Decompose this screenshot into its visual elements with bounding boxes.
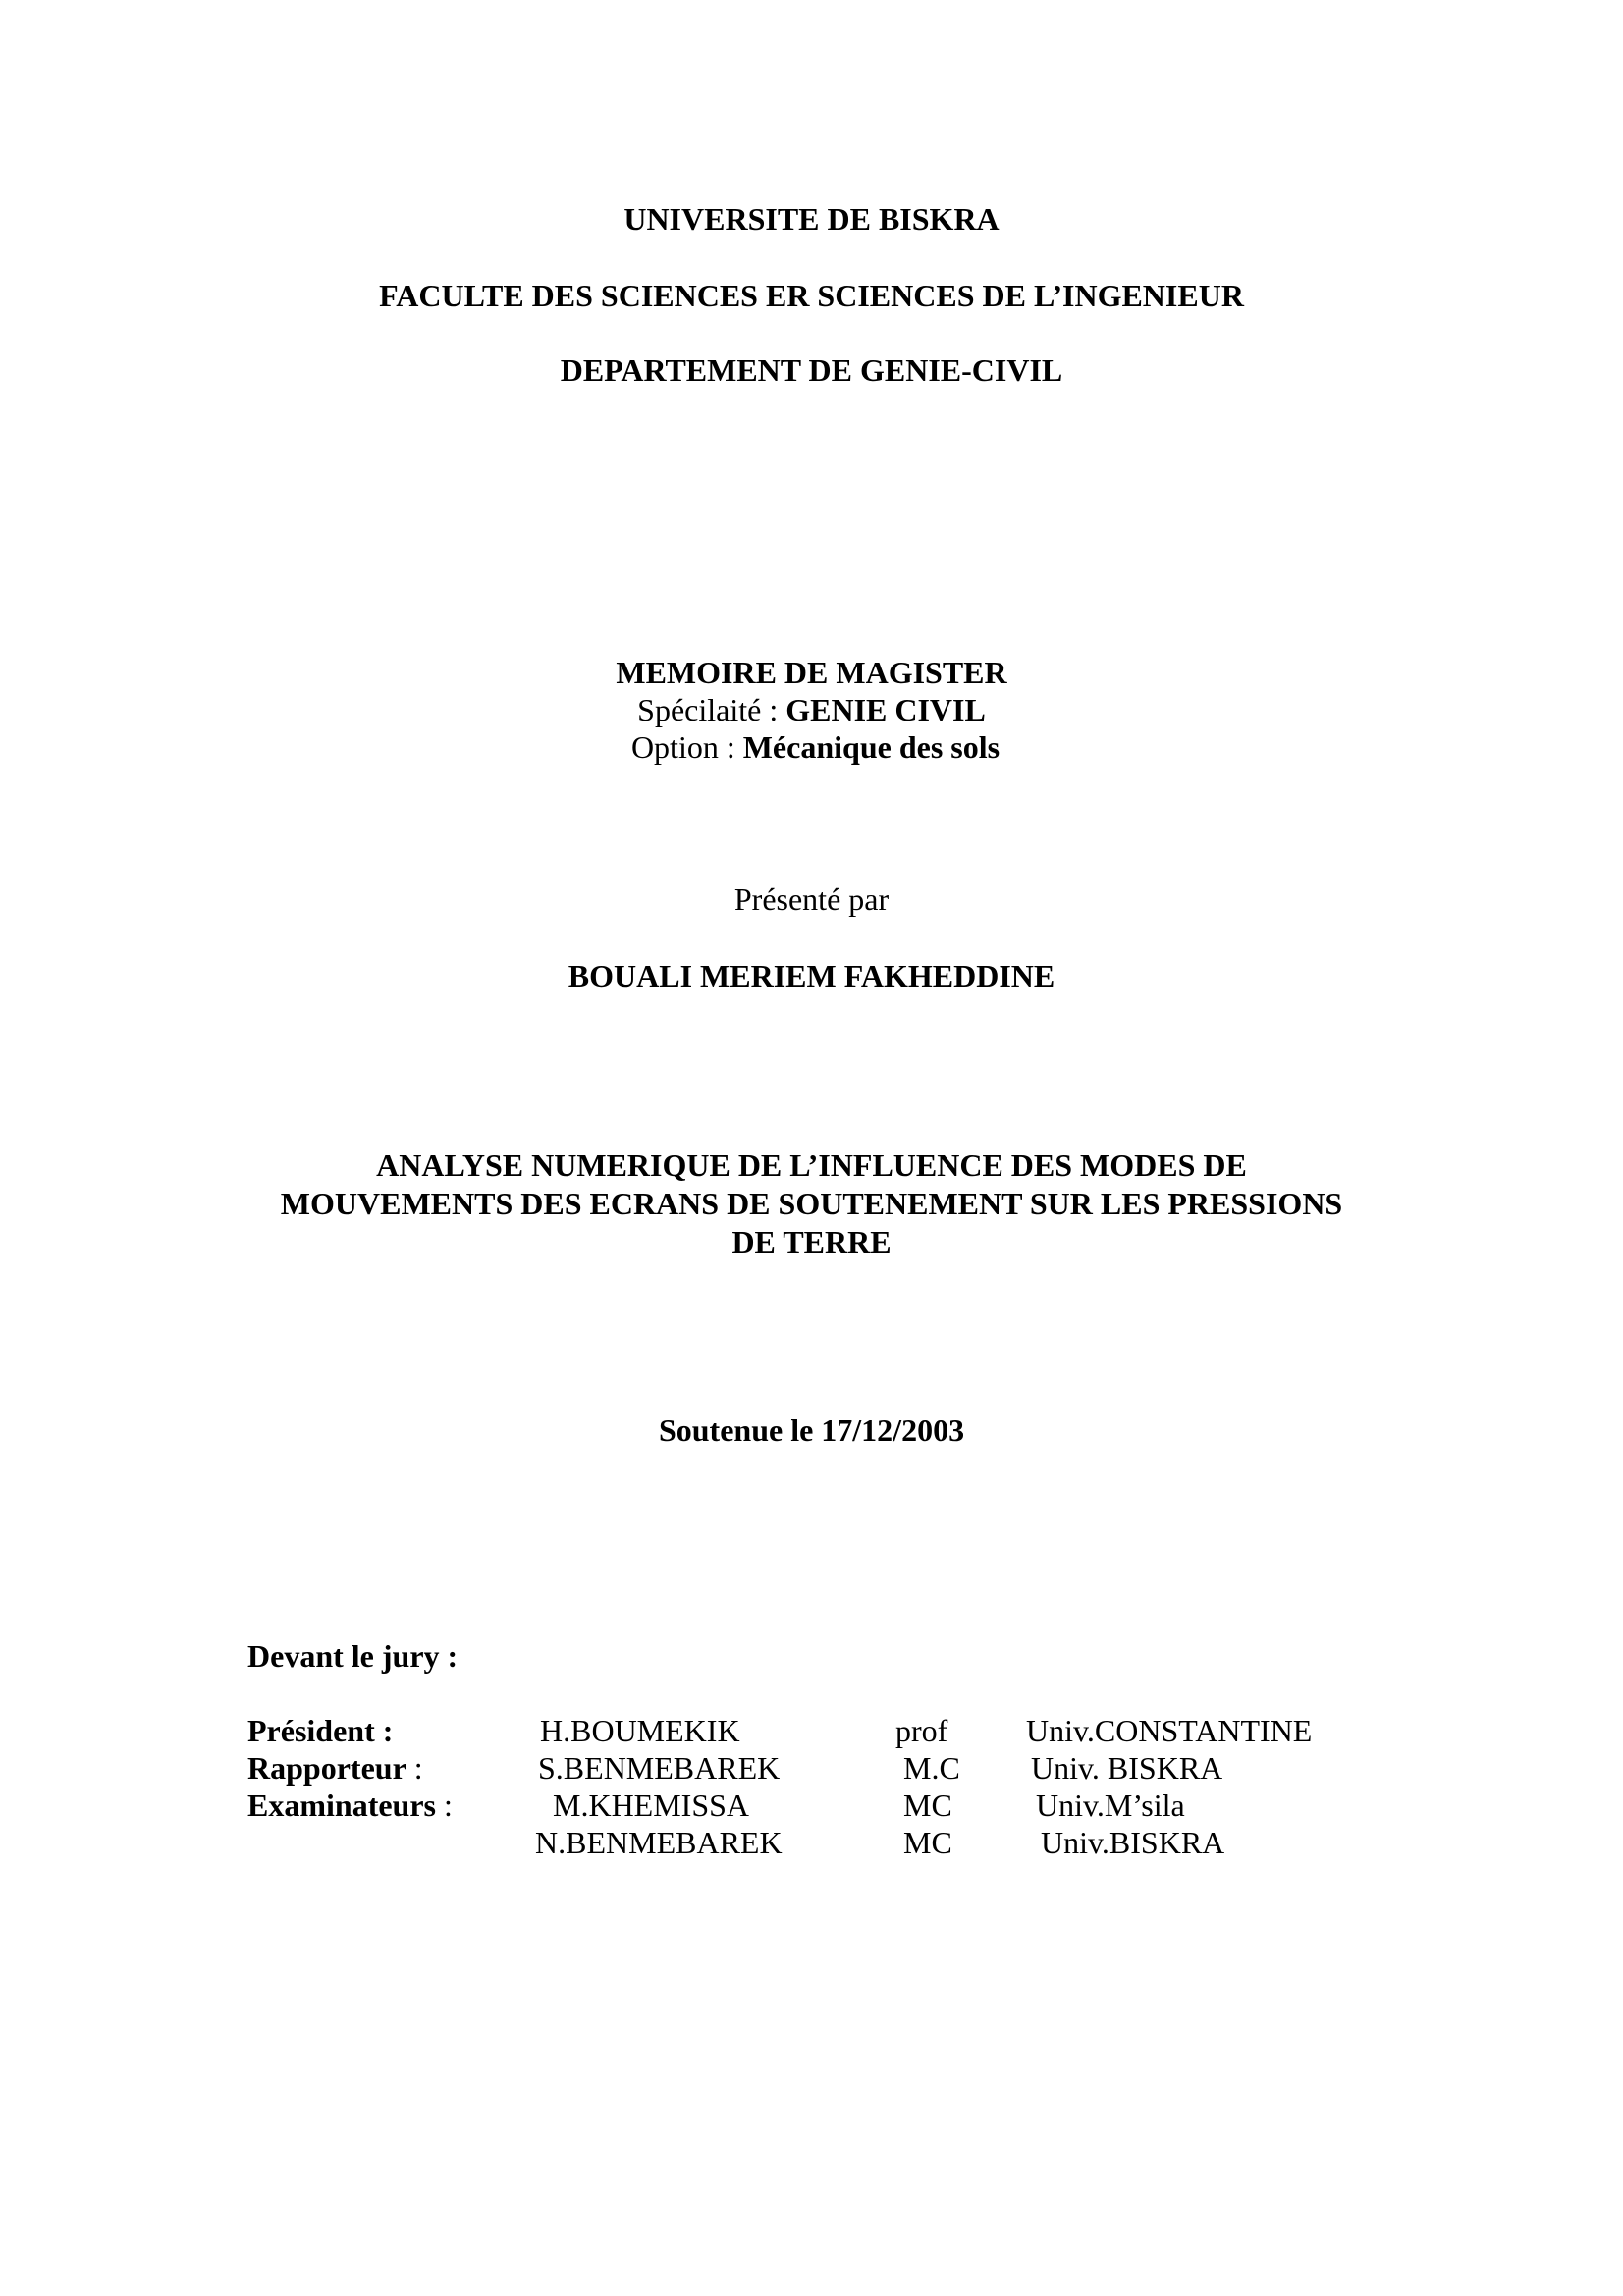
jury-heading: Devant le jury : (247, 1638, 459, 1674)
jury-role: Rapporteur : (247, 1750, 423, 1786)
author-name: BOUALI MERIEM FAKHEDDINE (568, 958, 1055, 993)
university-name: UNIVERSITE DE BISKRA (623, 201, 1000, 237)
jury-name: S.BENMEBAREK (538, 1750, 781, 1786)
jury-grade: M.C (903, 1750, 960, 1786)
option-line (0, 728, 1623, 766)
jury-name: H.BOUMEKIK (540, 1713, 740, 1748)
specialite-value: GENIE CIVIL (785, 692, 986, 727)
jury-name: N.BENMEBAREK (535, 1825, 783, 1860)
defense-date: Soutenue le 17/12/2003 (658, 1413, 965, 1448)
jury-institution: Univ.M’sila (1036, 1788, 1185, 1823)
memoire-type: MEMOIRE DE MAGISTER (616, 655, 1007, 690)
presented-by: Présenté par (733, 881, 890, 917)
thesis-title-line-1: ANALYSE NUMERIQUE DE L’INFLUENCE DES MODES DE (376, 1148, 1247, 1183)
thesis-title-line-2: MOUVEMENTS DES ECRANS DE SOUTENEMENT SUR LES PRESSIONS (280, 1186, 1343, 1221)
jury-grade: MC (903, 1788, 952, 1823)
specialite-label: Spécilaité : (637, 692, 786, 727)
department-name: DEPARTEMENT DE GENIE-CIVIL (560, 352, 1063, 388)
jury-grade: prof (895, 1713, 948, 1748)
option-value: Mécanique des sols (742, 729, 1001, 765)
jury-name: M.KHEMISSA (553, 1788, 750, 1823)
faculty-name: FACULTE DES SCIENCES ER SCIENCES DE L’INGENIEUR (379, 278, 1244, 313)
thesis-title-line-3: DE TERRE (731, 1224, 892, 1259)
jury-role: Examinateurs : (247, 1788, 453, 1823)
jury-role-text: Examinateurs (247, 1788, 436, 1823)
jury-role-text: Rapporteur (247, 1750, 406, 1786)
jury-institution: Univ.CONSTANTINE (1026, 1713, 1313, 1748)
jury-institution: Univ. BISKRA (1031, 1750, 1223, 1786)
jury-role: Président : (247, 1713, 394, 1748)
option-label: Option : (630, 729, 743, 765)
jury-grade: MC (903, 1825, 952, 1860)
specialite-line (0, 691, 1623, 728)
jury-institution: Univ.BISKRA (1041, 1825, 1225, 1860)
